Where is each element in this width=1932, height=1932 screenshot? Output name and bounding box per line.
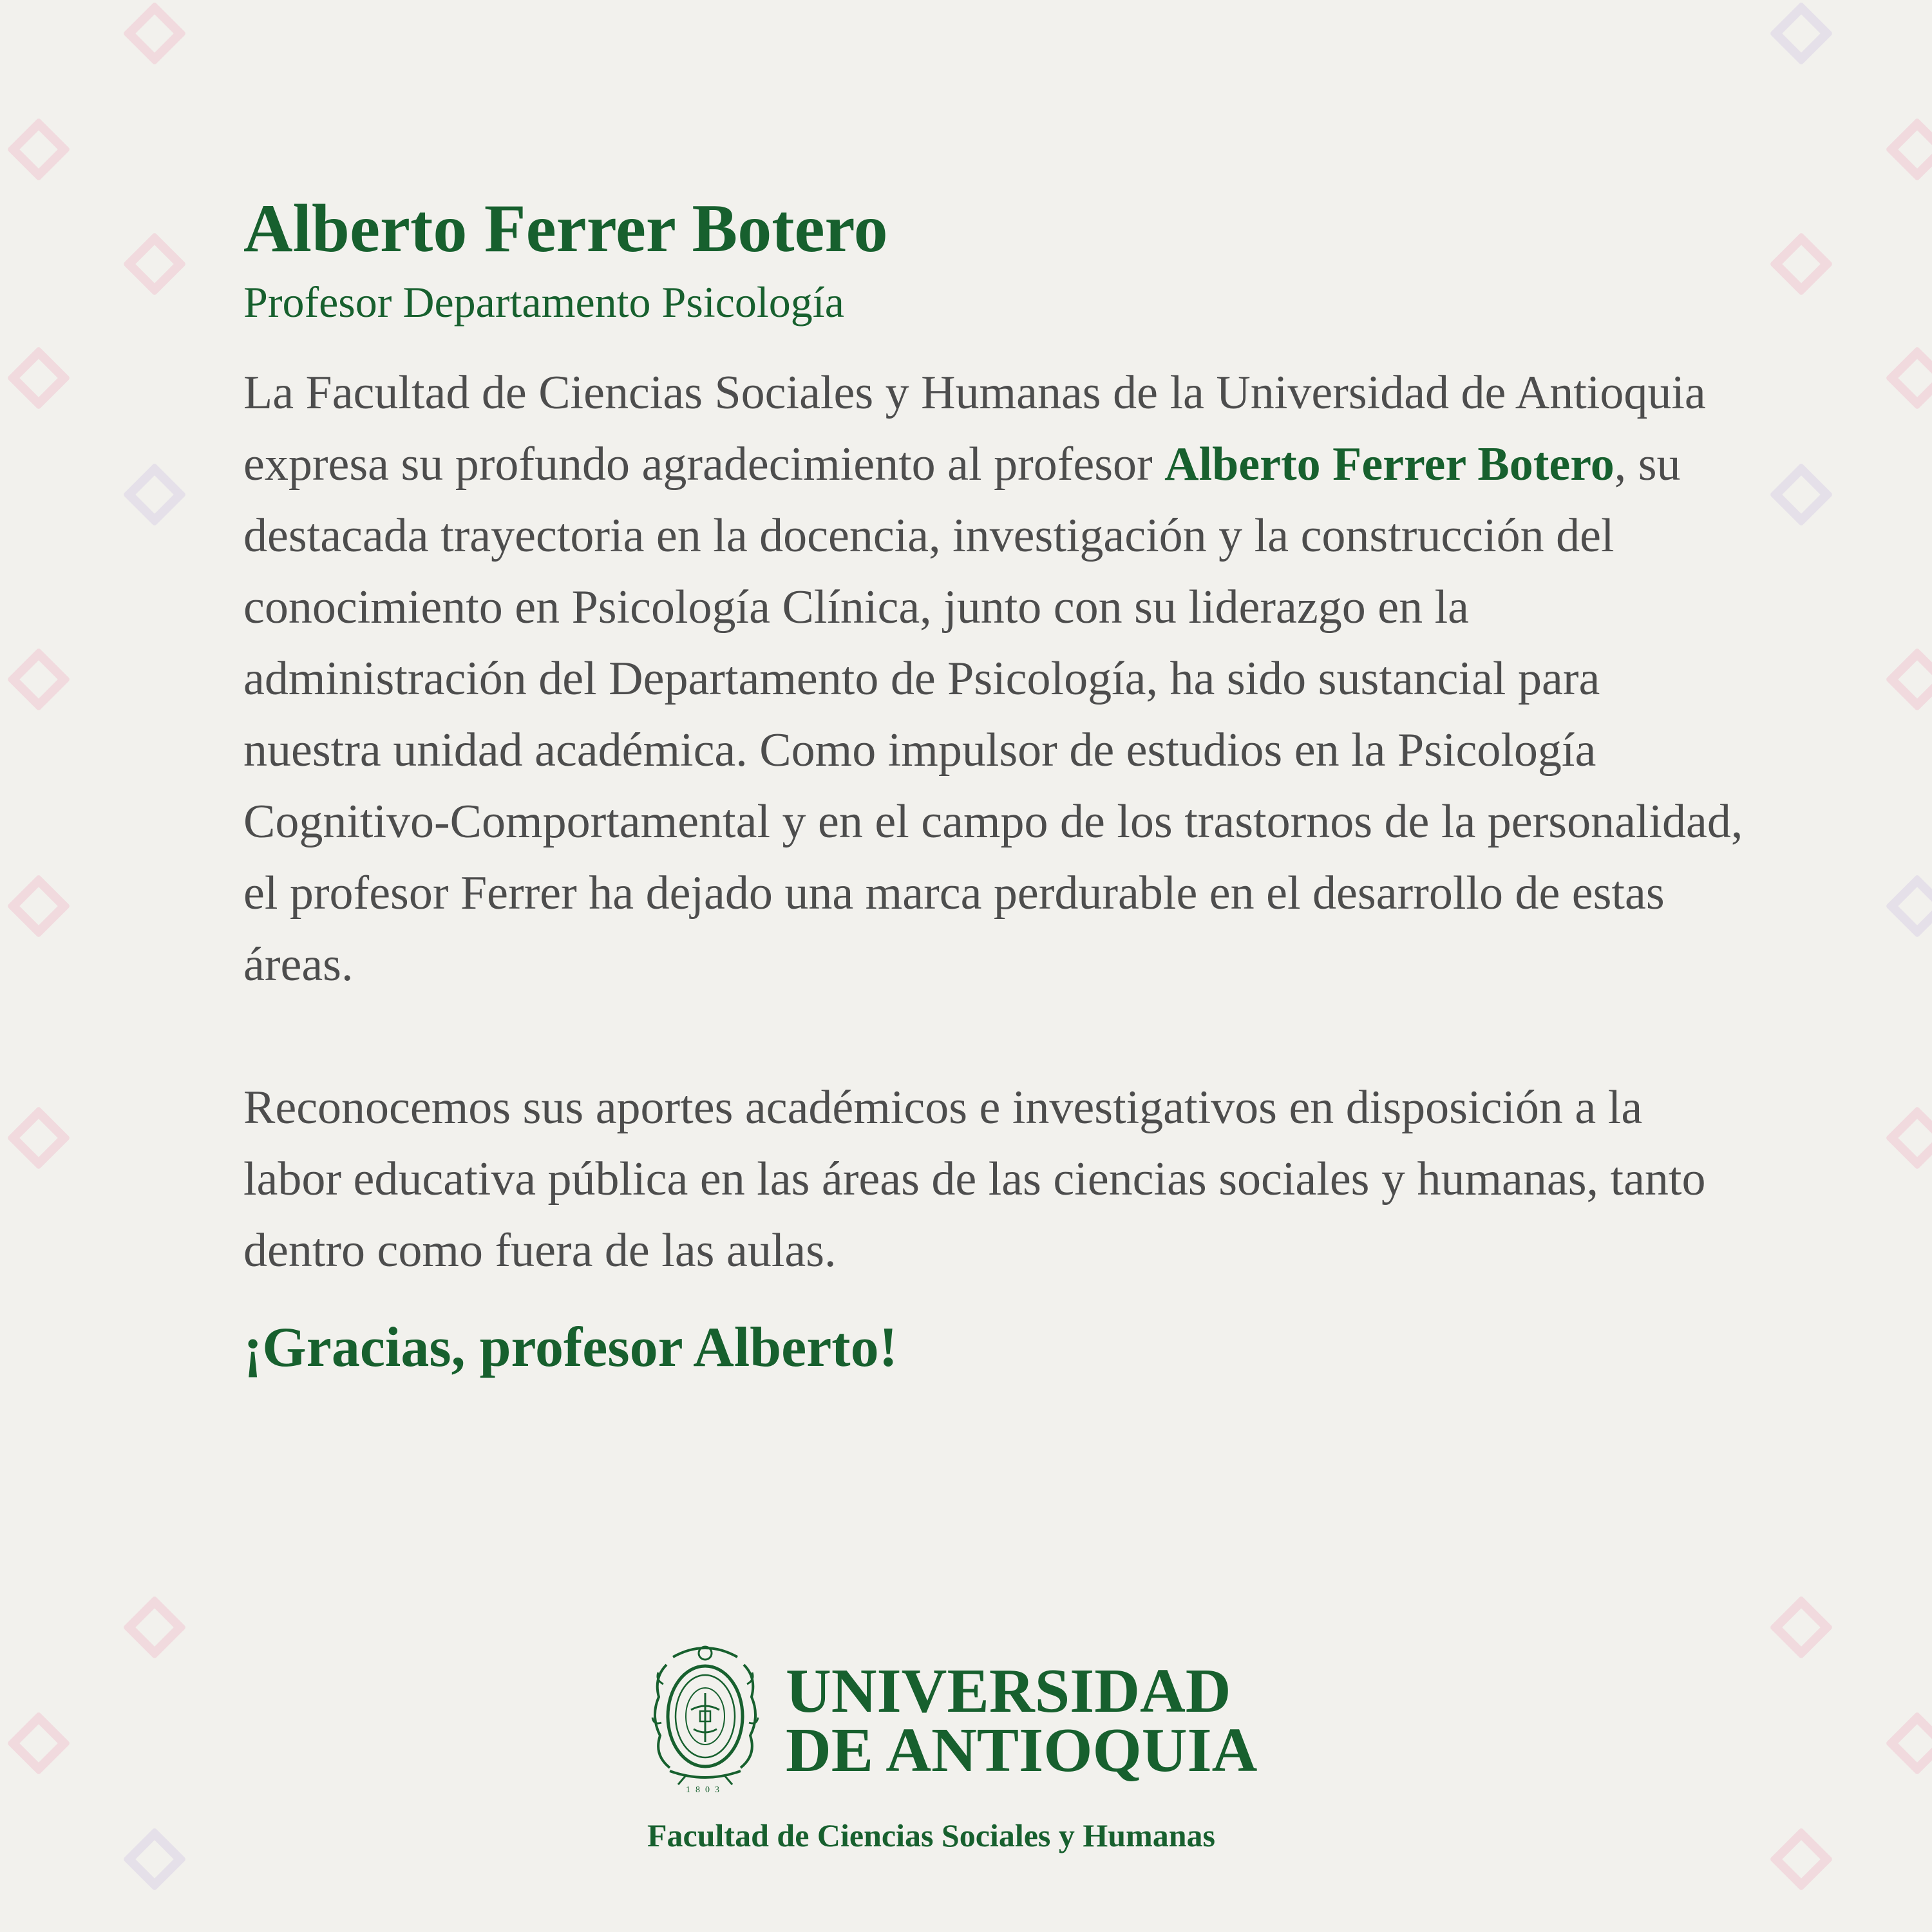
decorative-diamond <box>7 118 71 182</box>
decorative-diamond <box>1770 232 1833 296</box>
thanks-line: ¡Gracias, profesor Alberto! <box>243 1316 898 1379</box>
decorative-diamond <box>123 232 187 296</box>
paragraph-1-intro: La Facultad de Ciencias Sociales y Humanas de la Universidad de Antioquia expresa su profundo agradecimiento al profesor <box>243 366 1706 491</box>
faculty-name: Facultad de Ciencias Sociales y Humanas <box>647 1817 1215 1853</box>
university-logo <box>647 1639 1291 1861</box>
paragraph-1 <box>243 357 1744 1001</box>
seal-year: 1803 <box>686 1785 724 1794</box>
decorative-diamond <box>1886 346 1932 410</box>
decorative-diamond <box>123 2 187 66</box>
decorative-diamond <box>1770 1596 1833 1660</box>
decorative-diamond <box>123 1596 187 1660</box>
decorative-diamond <box>7 875 71 938</box>
decorative-diamond <box>7 346 71 410</box>
decorative-diamond <box>1886 118 1932 182</box>
decorative-diamond <box>1886 1712 1932 1776</box>
highlighted-name: Alberto Ferrer Botero <box>1164 438 1615 491</box>
decorative-diamond <box>1886 648 1932 712</box>
decorative-diamond <box>1770 2 1833 66</box>
subtitle-role: Profesor Departamento Psicología <box>243 278 844 327</box>
university-name-line-2: DE ANTIOQUIA <box>786 1716 1258 1785</box>
decorative-diamond <box>7 648 71 712</box>
paragraph-2: Reconocemos sus aportes académicos e investigativos en disposición a la labor educativa pública en las áreas de las ciencias sociales y humanas, tanto dentro como fuera de las aulas. <box>243 1081 1706 1277</box>
university-seal-icon <box>647 1639 763 1794</box>
decorative-diamond <box>123 1828 187 1891</box>
tribute-content <box>243 187 1744 1383</box>
decorative-diamond <box>123 463 187 527</box>
paragraph-1-rest: , su destacada trayectoria en la docencia, investigación y la construcción del conocimiento en Psicología Clínica, junto con su liderazgo en la administración del Departamento de Psicología, ha sido sustancial para nuestra unidad académica. Como impulsor de estudios en la Psicología Cognitivo-Comportamental y en el campo de los trastornos de la personalidad, el profesor Ferrer ha dejado una marca perdurable en el desarrollo de estas áreas. <box>243 438 1743 991</box>
university-name <box>786 1656 1258 1785</box>
university-name-line-1: UNIVERSIDAD <box>786 1656 1231 1726</box>
decorative-diamond <box>7 1712 71 1776</box>
decorative-diamond <box>1770 463 1833 527</box>
decorative-diamond <box>1770 1828 1833 1891</box>
page-title: Alberto Ferrer Botero <box>243 191 888 266</box>
decorative-diamond <box>7 1106 71 1170</box>
decorative-diamond <box>1886 875 1932 938</box>
decorative-diamond <box>1886 1106 1932 1170</box>
